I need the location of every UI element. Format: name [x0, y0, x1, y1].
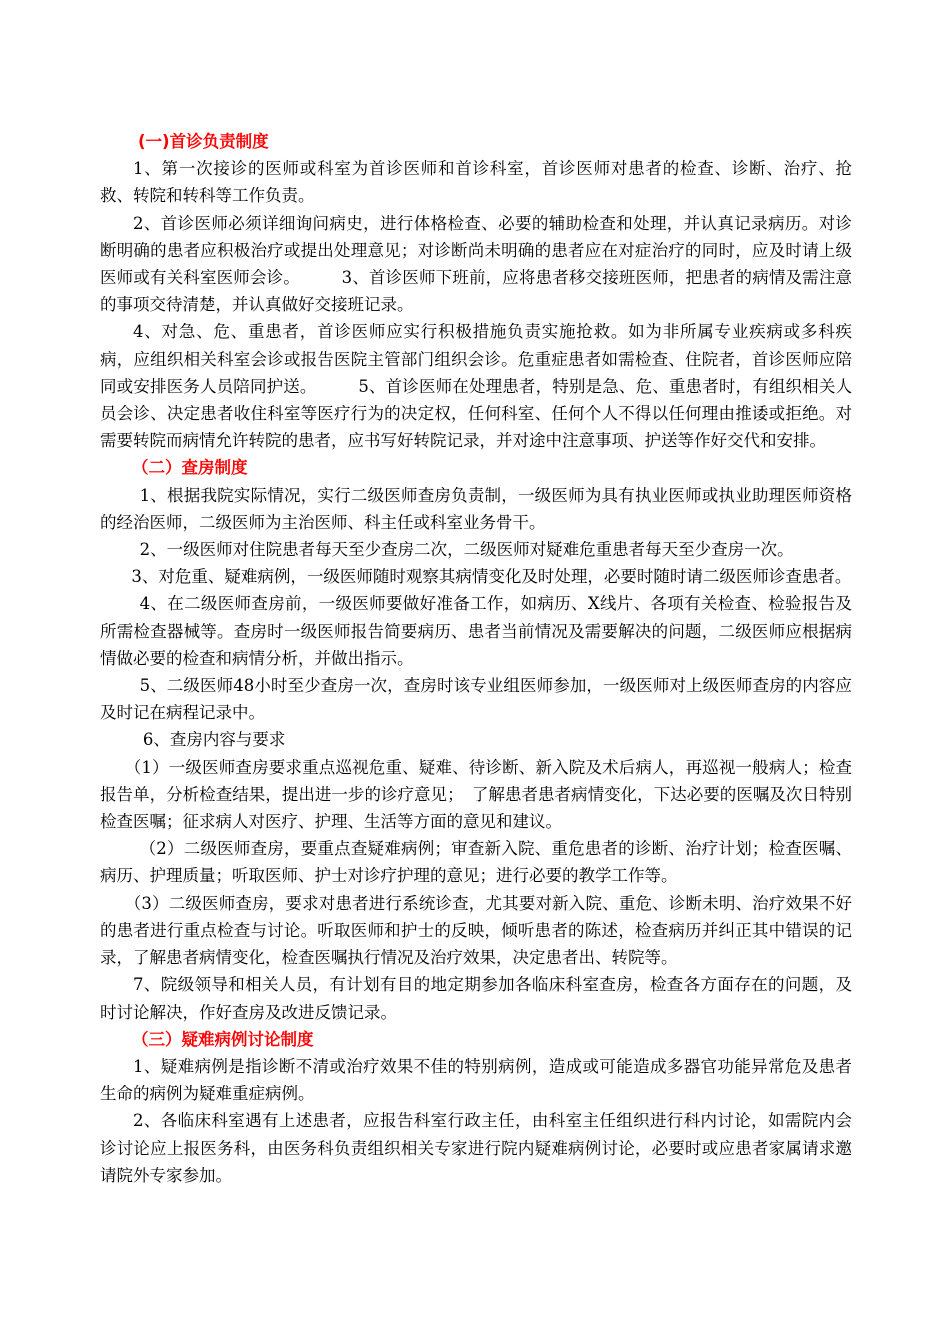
paragraph: （3）二级医师查房，要求对患者进行系统诊查，尤其要对新入院、重危、诊断未明、治疗效果不好的患者进行重点检查与讨论。听取医师和护士的反映，倾听患者的陈述，检查病历并纠正其中错误的记录，了解患者病情变化，检查医嘱执行情况及治疗效果，决定患者出、转院等。: [100, 893, 852, 968]
paragraph: 2、各临床科室遇有上述患者，应报告科室行政主任，由科室主任组织进行科内讨论，如需院内会诊讨论应上报医务科，由医务科负责组织相关专家进行院内疑难病例讨论，必要时或应患者家属请求邀请院外专家参加。: [100, 1111, 852, 1185]
paragraph: （1）一级医师查房要求重点巡视危重、疑难、待诊断、新入院及术后病人，再巡视一般病人；检查报告单，分析检查结果，提出进一步的诊疗意见； 了解患者患者病情变化，下达必要的医嘱及次日特别检查医嘱；征求病人对医疗、护理、生活等方面的意见和建议。: [100, 757, 852, 832]
paragraph: 4、在二级医师查房前，一级医师要做好准备工作，如病历、X线片、各项有关检查、检验报告及所需检查器械等。查房时一级医师报告简要病历、患者当前情况及需要解决的问题，二级医师应根据病情做必要的检查和病情分析，并做出指示。: [100, 594, 852, 668]
paragraph: 1、第一次接诊的医师或科室为首诊医师和首诊科室，首诊医师对患者的检查、诊断、治疗、抢救、转院和转科等工作负责。: [100, 159, 852, 206]
paragraph: （2）二级医师查房，要重点查疑难病例；审查新入院、重危患者的诊断、治疗计划；检查医嘱、病历、护理质量；听取医师、护士对诊疗护理的意见；进行必要的教学工作等。: [100, 839, 852, 886]
paragraph: 2、一级医师对住院患者每天至少查房二次，二级医师对疑难危重患者每天至少查房一次。: [139, 540, 794, 560]
section-heading-ward-rounds: （二）查房制度: [132, 458, 248, 478]
paragraph: 4、对急、危、重患者，首诊医师应实行积极措施负责实施抢救。如为非所属专业疾病或多科疾病，应组织相关科室会诊或报告医院主管部门组织会诊。危重症患者如需检查、住院者，首诊医师应陪同或安排医务人员陪同护送。 5、首诊医师在处理患者，特别是急、危、重患者时，有组织相关人员会诊、决定患者收住科室等医疗行为的决定权，任何科室、任何个人不得以任何理由推诿或拒绝。对需要转院而病情允许转院的患者，应书写好转院记录，并对途中注意事项、护送等作好交代和安排。: [100, 322, 852, 451]
document-page: [100, 128, 852, 1189]
section-heading-difficult-cases: （三）疑难病例讨论制度: [132, 1029, 314, 1049]
section-heading-first-visit: (一)首诊负责制度: [138, 132, 269, 151]
paragraph: 1、根据我院实际情况，实行二级医师查房负责制，一级医师为具有执业医师或执业助理医师资格的经治医师，二级医师为主治医师、科主任或科室业务骨干。: [100, 485, 852, 532]
paragraph: 1、疑难病例是指诊断不清或治疗效果不佳的特别病例，造成或可能造成多器官功能异常危及患者生命的病例为疑难重症病例。: [100, 1056, 852, 1104]
paragraph: 5、二级医师48小时至少查房一次，查房时该专业组医师参加，一级医师对上级医师查房的内容应及时记在病程记录中。: [100, 676, 852, 723]
paragraph: 2、首诊医师必须详细询问病史，进行体格检查、必要的辅助检查和处理，并认真记录病历。对诊断明确的患者应积极治疗或提出处理意见；对诊断尚未明确的患者应在对症治疗的同时，应及时请上级医师或有关科室医师会诊。 3、首诊医师下班前，应将患者移交接班医师，把患者的病情及需注意的事项交待清楚，并认真做好交接班记录。: [100, 213, 852, 315]
paragraph: 7、院级领导和相关人员，有计划有目的地定期参加各临床科室查房，检查各方面存在的问题，及时讨论解决，作好查房及改进反馈记录。: [100, 975, 852, 1022]
paragraph: 6、查房内容与要求: [142, 730, 286, 750]
paragraph: 3、对危重、疑难病例，一级医师随时观察其病情变化及时处理，必要时随时请二级医师诊查患者。: [131, 567, 852, 587]
